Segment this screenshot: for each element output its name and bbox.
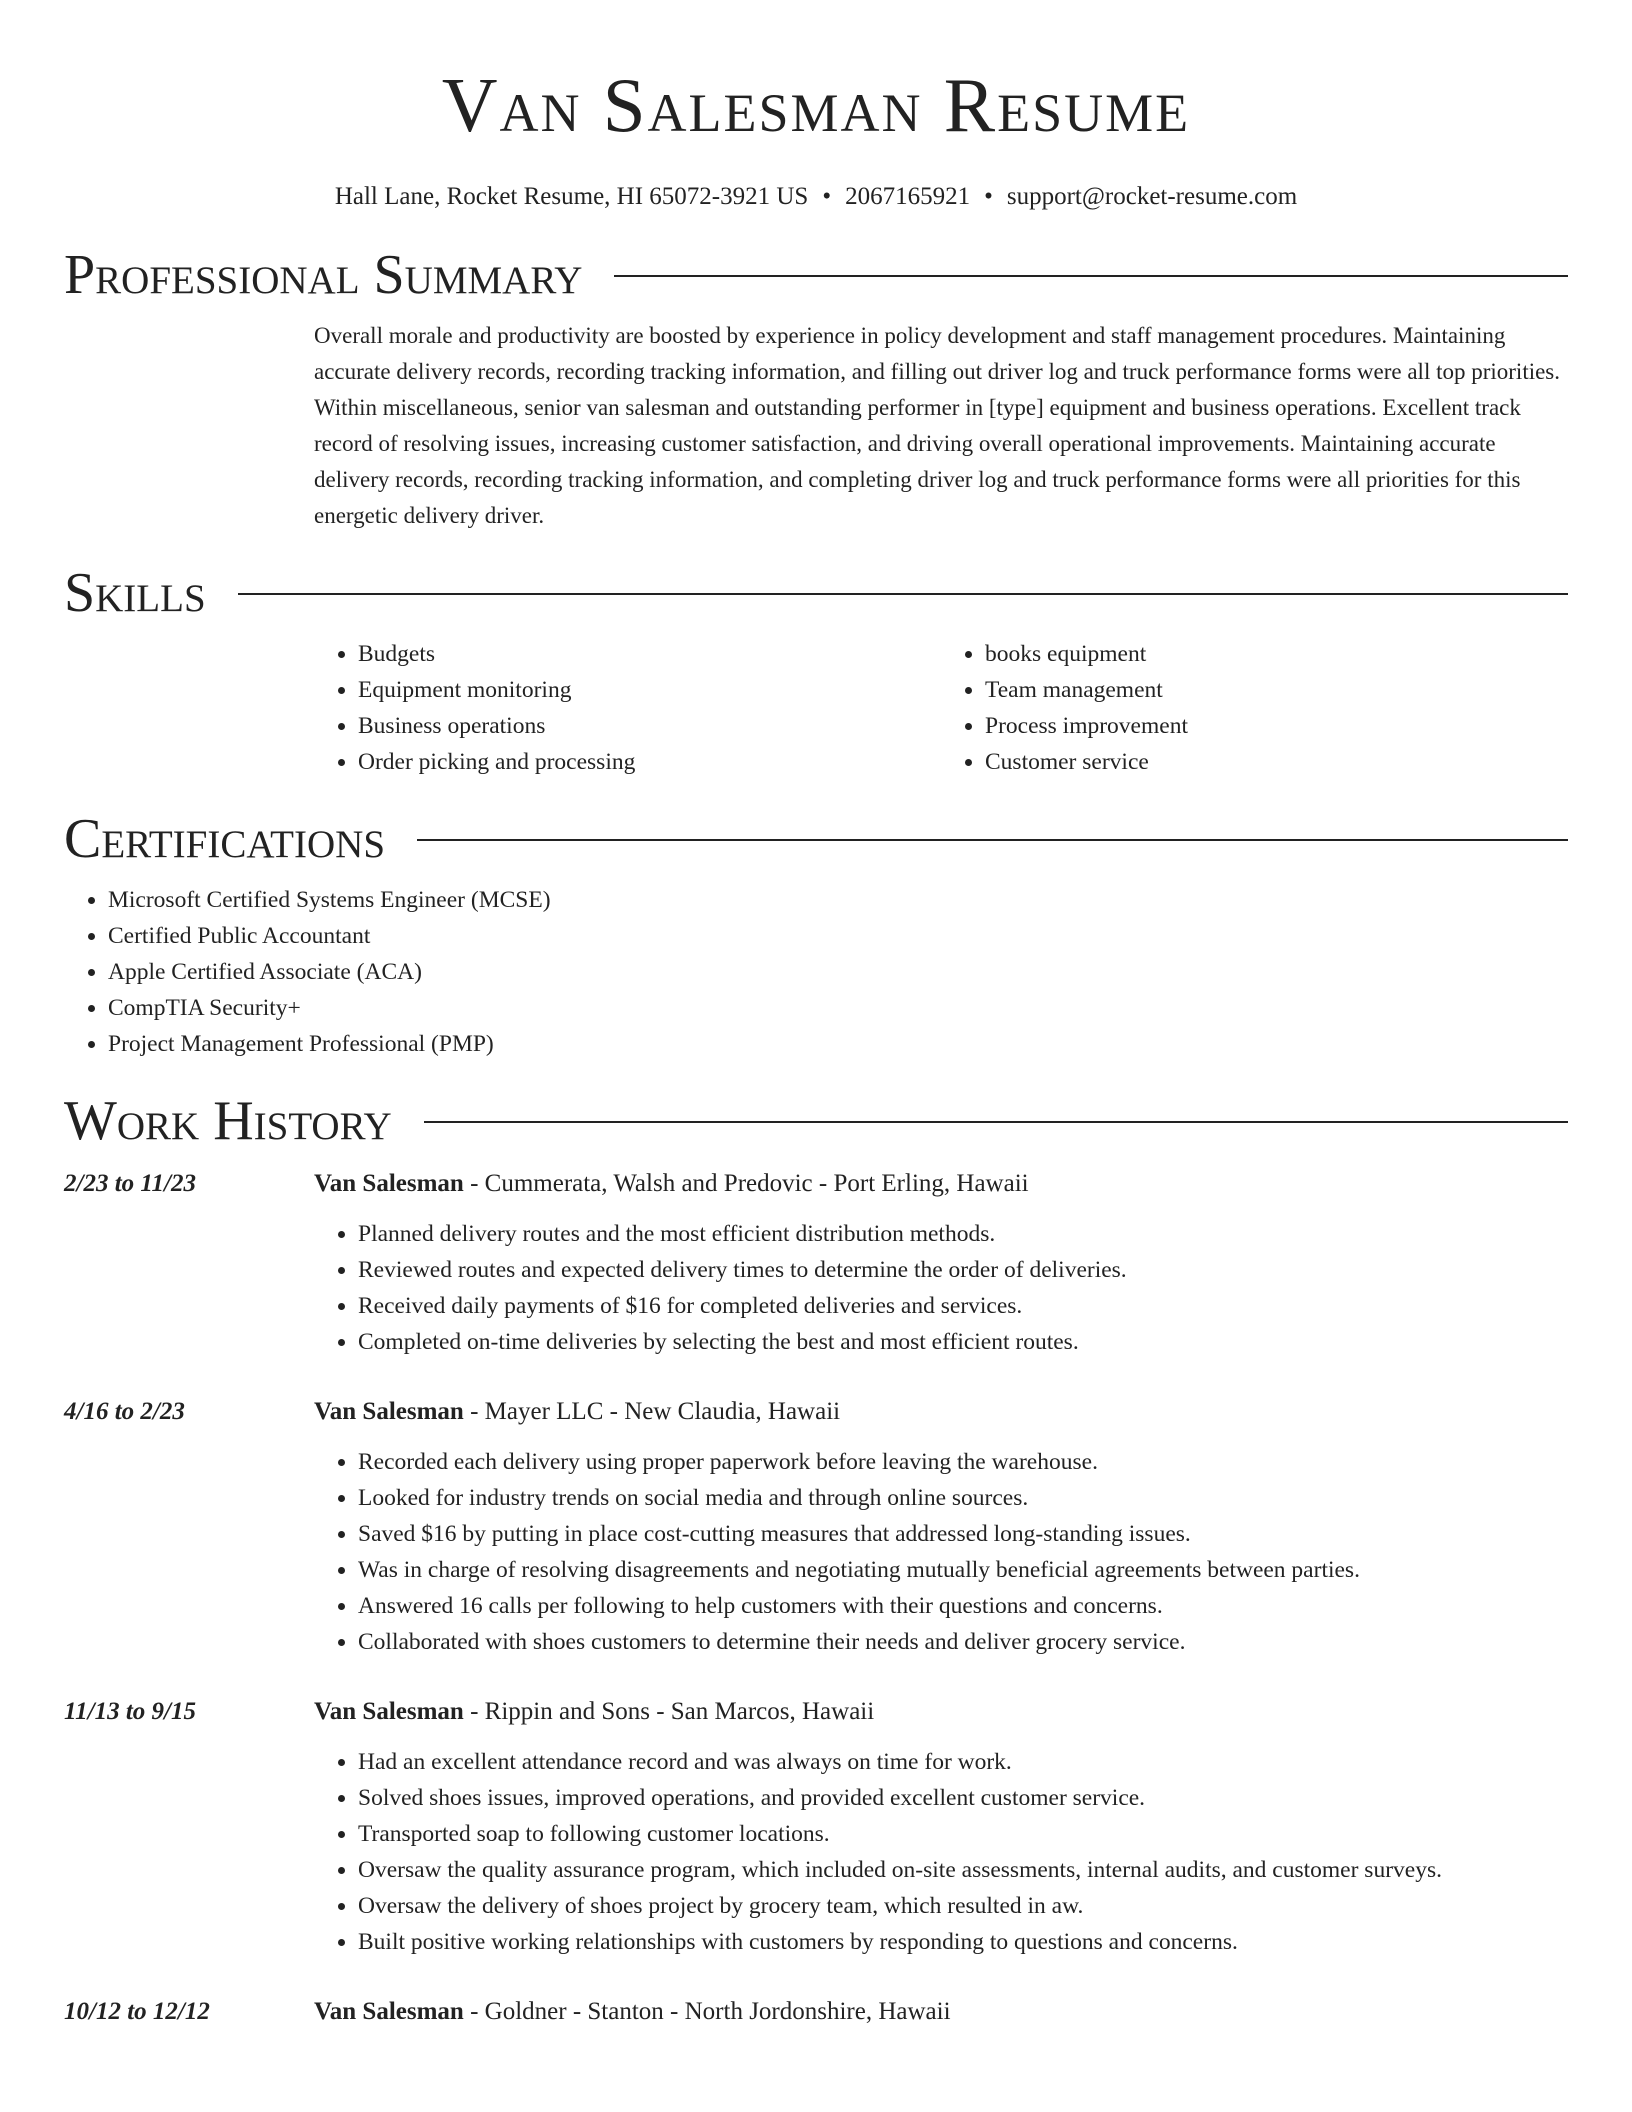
skill-item: • Customer service	[985, 744, 1568, 780]
job-bullets	[314, 1744, 1568, 1960]
job-bullets	[314, 1216, 1568, 1360]
job-company: - Cummerata, Walsh and Predovic - Port Erling, Hawaii	[463, 1170, 1029, 1197]
job-entry	[64, 1994, 1568, 2030]
section-divider	[614, 275, 1568, 277]
contact-separator: •	[822, 183, 832, 210]
section-divider	[417, 839, 1568, 841]
certification-item: • Microsoft Certified Systems Engineer (MCSE)	[108, 882, 1568, 918]
certification-item: • Certified Public Accountant	[108, 918, 1568, 954]
contact-phone: 2067165921	[845, 183, 971, 210]
job-company: - Rippin and Sons - San Marcos, Hawaii	[463, 1698, 875, 1725]
contact-email: support@rocket-resume.com	[1006, 183, 1298, 210]
job-company: - Goldner - Stanton - North Jordonshire, Hawaii	[463, 1998, 951, 2025]
skills-title: Skills	[64, 562, 206, 624]
job-bullet: • Recorded each delivery using proper paperwork before leaving the warehouse.	[358, 1444, 1568, 1480]
job-bullet: • Planned delivery routes and the most efficient distribution methods.	[358, 1216, 1568, 1252]
job-header	[64, 1394, 1568, 1430]
certification-item: • Apple Certified Associate (ACA)	[108, 954, 1568, 990]
job-bullet: • Oversaw the delivery of shoes project by grocery team, which resulted in aw.	[358, 1888, 1568, 1924]
job-entry	[64, 1694, 1568, 1960]
job-entry	[64, 1394, 1568, 1660]
summary-section-header	[64, 244, 1568, 306]
job-header	[64, 1994, 1568, 2030]
job-bullet: • Answered 16 calls per following to help customers with their questions and concerns.	[358, 1588, 1568, 1624]
job-bullet: • Collaborated with shoes customers to determine their needs and deliver grocery service.	[358, 1624, 1568, 1660]
section-divider	[424, 1121, 1568, 1123]
section-divider	[238, 593, 1568, 595]
job-role: Van Salesman	[314, 1398, 464, 1425]
summary-title: Professional Summary	[64, 244, 583, 306]
skills-list	[314, 636, 1568, 780]
certification-item: • Project Management Professional (PMP)	[108, 1026, 1568, 1062]
job-bullet: • Oversaw the quality assurance program, which included on-site assessments, internal audits, and customer surveys.	[358, 1852, 1568, 1888]
skills-column-right	[941, 636, 1568, 780]
job-bullet: • Had an excellent attendance record and was always on time for work.	[358, 1744, 1568, 1780]
job-company: - Mayer LLC - New Claudia, Hawaii	[463, 1398, 841, 1425]
job-dates: 4/16 to 2/23	[64, 1398, 185, 1425]
job-bullets	[314, 1444, 1568, 1660]
skill-item: • Business operations	[358, 708, 941, 744]
job-bullet: • Solved shoes issues, improved operations, and provided excellent customer service.	[358, 1780, 1568, 1816]
job-bullet: • Saved $16 by putting in place cost-cutting measures that addressed long-standing issues.	[358, 1516, 1568, 1552]
contact-line	[64, 182, 1568, 212]
certifications-title: Certifications	[64, 808, 386, 870]
contact-separator: •	[984, 183, 993, 210]
resume-name: Van Salesman Resume	[441, 62, 1191, 148]
skill-item: • Order picking and processing	[358, 744, 941, 780]
job-role: Van Salesman	[314, 1170, 464, 1197]
job-role: Van Salesman	[314, 1698, 464, 1725]
job-entry	[64, 1166, 1568, 1360]
job-bullet: • Completed on-time deliveries by selecting the best and most efficient routes.	[358, 1324, 1568, 1360]
summary-text: Overall morale and productivity are boosted by experience in policy development and staff management procedures. Maintaining accurate delivery records, recording tracking information, and filling out driver log and truck performance forms were all top priorities. Within miscellaneous, senior van salesman and outstanding performer in [type] equipment and business operations. Excellent track record of resolving issues, increasing customer satisfaction, and driving overall operational improvements. Maintaining accurate delivery records, recording tracking information, and completing driver log and truck performance forms were all priorities for this energetic delivery driver.	[314, 323, 1561, 528]
skill-item: • Team management	[985, 672, 1568, 708]
job-bullet: • Looked for industry trends on social media and through online sources.	[358, 1480, 1568, 1516]
job-bullet: • Transported soap to following customer locations.	[358, 1816, 1568, 1852]
work-title: Work History	[64, 1090, 392, 1152]
job-bullet: • Built positive working relationships with customers by responding to questions and concerns.	[358, 1924, 1568, 1960]
skill-item: • Process improvement	[985, 708, 1568, 744]
certification-item: • CompTIA Security+	[108, 990, 1568, 1026]
job-dates: 2/23 to 11/23	[64, 1170, 196, 1197]
contact-address: Hall Lane, Rocket Resume, HI 65072-3921 US	[334, 183, 809, 210]
skill-item: • Equipment monitoring	[358, 672, 941, 708]
job-role: Van Salesman	[314, 1998, 464, 2025]
job-bullet: • Received daily payments of $16 for completed deliveries and services.	[358, 1288, 1568, 1324]
job-bullet: • Was in charge of resolving disagreements and negotiating mutually beneficial agreements between parties.	[358, 1552, 1568, 1588]
certifications-section-header	[64, 808, 1568, 870]
work-section-header	[64, 1090, 1568, 1152]
certifications-list	[64, 882, 1568, 1062]
skill-item: • books equipment	[985, 636, 1568, 672]
skill-item: • Budgets	[358, 636, 941, 672]
skills-section-header	[64, 562, 1568, 624]
job-dates: 10/12 to 12/12	[64, 1998, 210, 2025]
job-header	[64, 1694, 1568, 1730]
job-dates: 11/13 to 9/15	[64, 1698, 196, 1725]
skills-column-left	[314, 636, 941, 780]
job-header	[64, 1166, 1568, 1202]
job-bullet: • Reviewed routes and expected delivery times to determine the order of deliveries.	[358, 1252, 1568, 1288]
